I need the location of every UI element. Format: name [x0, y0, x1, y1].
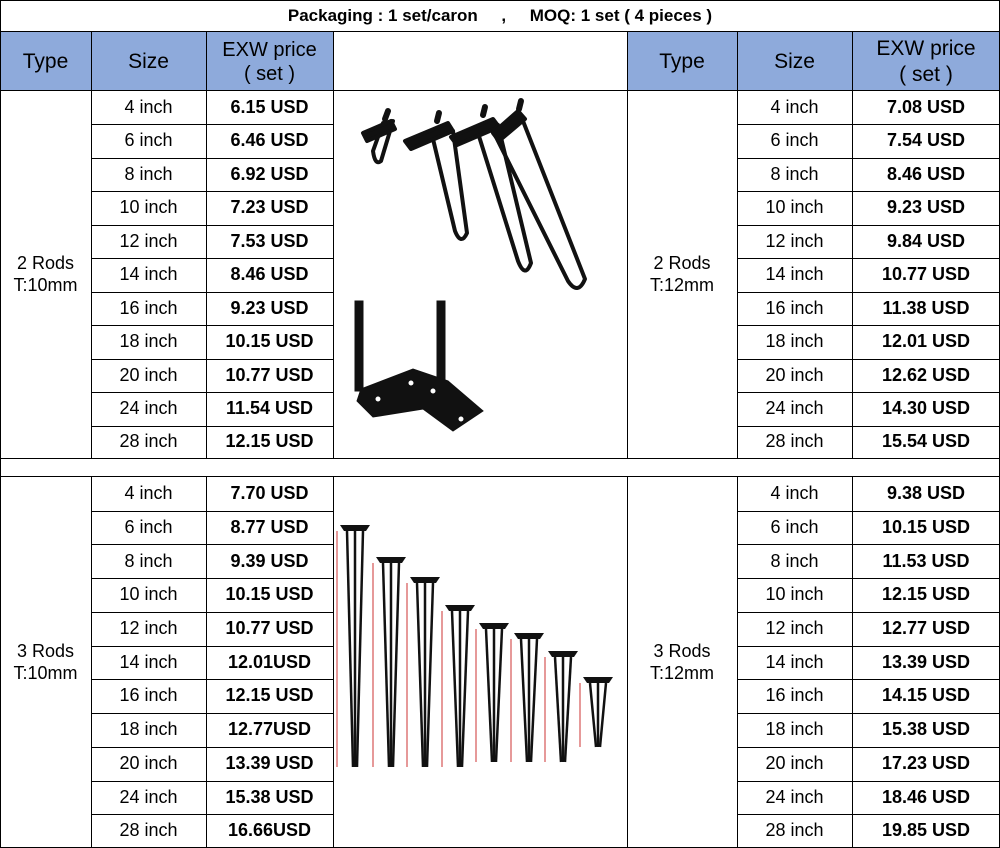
- type-cell-3rod-10mm: [0, 477, 91, 848]
- grid-line: [91, 225, 333, 226]
- grid-line: [737, 325, 1000, 326]
- size-cell: 24 inch: [119, 398, 178, 418]
- leg-rod: [555, 657, 561, 762]
- type-thickness: T:12mm: [649, 275, 714, 295]
- size-cell: 8 inch: [770, 550, 819, 571]
- leg-rod: [496, 629, 502, 762]
- grid-line: [91, 679, 333, 680]
- leg-rod: [417, 583, 423, 767]
- price-cell: 9.39 USD: [230, 550, 309, 571]
- sheet-title: Packaging : 1 set/caron , MOQ: 1 set ( 4 pieces ): [287, 5, 713, 25]
- size-cell: 12 inch: [119, 230, 178, 251]
- size-cell: 28 inch: [119, 431, 178, 452]
- grid-line: [737, 124, 1000, 125]
- grid-line: [737, 781, 1000, 782]
- price-cell: 15.38 USD: [225, 786, 314, 807]
- grid-line: [333, 476, 334, 848]
- grid-line: [91, 292, 333, 293]
- leg-plate: [479, 623, 509, 629]
- size-cell: 20 inch: [119, 364, 178, 385]
- grid-line: [627, 31, 628, 459]
- hairpin-leg-3-rod-icon: [580, 677, 613, 747]
- grid-line: [0, 0, 1, 848]
- hairpin-leg-3-rod-icon: [373, 557, 406, 767]
- grid-line: [91, 359, 333, 360]
- grid-line: [737, 679, 1000, 680]
- size-cell: 24 inch: [119, 786, 178, 807]
- grid-line: [91, 325, 333, 326]
- header-price-label: EXW price: [876, 37, 976, 61]
- leg-plate: [445, 605, 475, 611]
- header-price-right: [852, 32, 1000, 91]
- size-cell: 12 inch: [765, 230, 824, 251]
- two-rod-legs-photo: [333, 91, 627, 459]
- type-rods: 2 Rods: [653, 253, 711, 274]
- size-cell: 14 inch: [119, 264, 178, 285]
- grid-line: [91, 426, 333, 427]
- price-cell: 12.15 USD: [881, 584, 971, 605]
- mounting-plate-closeup-icon: [355, 301, 483, 431]
- grid-line: [333, 31, 334, 459]
- grid-line: [737, 476, 738, 848]
- header-price-left: [206, 32, 333, 91]
- type-thickness: T:12mm: [649, 662, 714, 683]
- hairpin-leg-3-rod-icon: [545, 651, 578, 762]
- size-cell: 12 inch: [119, 617, 178, 638]
- size-cell: 4 inch: [770, 483, 819, 504]
- price-cell: 9.38 USD: [886, 483, 966, 504]
- leg-plate: [583, 677, 613, 683]
- size-cell: 14 inch: [765, 651, 824, 672]
- price-cell: 13.39 USD: [225, 752, 314, 773]
- grid-line: [737, 225, 1000, 226]
- grid-line: [91, 612, 333, 613]
- size-cell: 20 inch: [765, 752, 824, 773]
- size-cell: 14 inch: [119, 651, 178, 672]
- grid-line: [91, 713, 333, 714]
- size-cell: 20 inch: [119, 752, 178, 773]
- header-size-right: Size: [737, 32, 852, 91]
- size-cell: 8 inch: [124, 163, 173, 184]
- leg-rod: [600, 683, 606, 747]
- leg-rod: [590, 683, 596, 747]
- size-cell: 16 inch: [119, 297, 178, 318]
- leg-rod: [357, 531, 363, 767]
- grid-line: [737, 814, 1000, 815]
- header-type-right: Type: [627, 32, 737, 91]
- header-price-label: EXW price: [222, 38, 317, 61]
- price-cell: 7.54 USD: [886, 130, 966, 151]
- leg-rod: [452, 611, 458, 767]
- price-cell: 14.15 USD: [881, 685, 971, 706]
- grid-line: [91, 544, 333, 545]
- grid-line: [91, 646, 333, 647]
- price-cell: 11.38 USD: [882, 297, 970, 318]
- size-cell: 10 inch: [119, 197, 178, 218]
- size-cell: 4 inch: [124, 483, 173, 504]
- price-cell: 13.39 USD: [881, 651, 971, 672]
- size-cell: 8 inch: [770, 163, 819, 184]
- hairpin-leg-3-rod-icon: [337, 525, 613, 767]
- size-cell: 6 inch: [124, 516, 173, 537]
- grid-line: [627, 476, 628, 848]
- grid-line: [91, 578, 333, 579]
- price-cell: 12.01 USD: [881, 331, 971, 352]
- price-cell: 10.15 USD: [881, 516, 971, 537]
- type-cell-2rod-10mm: [0, 91, 91, 459]
- size-cell: 18 inch: [765, 331, 824, 352]
- price-cell: 14.30 USD: [881, 398, 971, 418]
- price-cell: 8.77 USD: [230, 516, 309, 537]
- hairpin-leg-3-rod-icon: [407, 577, 440, 767]
- section-separator: [0, 459, 1000, 477]
- three-rod-legs-photo: [333, 477, 627, 848]
- type-rods: 2 Rods: [16, 253, 75, 274]
- price-cell: 9.84 USD: [886, 230, 966, 251]
- grid-line: [91, 476, 92, 848]
- size-cell: 12 inch: [765, 617, 824, 638]
- price-cell: 11.54 USD: [225, 398, 314, 418]
- price-cell: 10.77 USD: [881, 264, 971, 285]
- price-cell: 10.15 USD: [225, 584, 314, 605]
- size-cell: 18 inch: [765, 719, 824, 740]
- leg-plate: [548, 651, 578, 657]
- price-cell: 9.23 USD: [886, 197, 966, 218]
- size-cell: 16 inch: [119, 685, 178, 706]
- hairpin-leg-3-rod-icon: [476, 623, 509, 762]
- leg-rod: [427, 583, 433, 767]
- leg-plate: [340, 525, 370, 531]
- price-cell: 8.46 USD: [886, 163, 966, 184]
- leg-rod: [565, 657, 571, 762]
- type-thickness: T:10mm: [13, 275, 78, 295]
- price-cell: 8.46 USD: [230, 264, 309, 285]
- size-cell: 16 inch: [765, 297, 824, 318]
- price-cell: 6.46 USD: [230, 130, 309, 151]
- size-cell: 6 inch: [770, 130, 819, 151]
- grid-line: [737, 544, 1000, 545]
- grid-line: [0, 90, 1000, 91]
- grid-line: [737, 747, 1000, 748]
- type-cell-3rod-12mm: [627, 477, 737, 848]
- size-cell: 24 inch: [765, 786, 824, 807]
- hairpin-leg-3-rod-icon: [511, 633, 544, 762]
- leg-rod: [486, 629, 492, 762]
- grid-line: [737, 191, 1000, 192]
- grid-line: [0, 0, 1000, 1]
- header-size-left: Size: [91, 32, 206, 91]
- size-cell: 4 inch: [124, 96, 173, 117]
- grid-line: [91, 258, 333, 259]
- price-cell: 19.85 USD: [881, 820, 971, 841]
- grid-line: [206, 476, 207, 848]
- type-cell-2rod-12mm: [627, 91, 737, 459]
- size-cell: 18 inch: [119, 331, 178, 352]
- header-image-blank: [333, 32, 627, 91]
- size-cell: 18 inch: [119, 719, 178, 740]
- price-cell: 7.53 USD: [230, 230, 309, 251]
- leg-rod: [531, 639, 537, 762]
- grid-line: [0, 476, 1000, 477]
- price-cell: 7.23 USD: [230, 197, 309, 218]
- grid-line: [91, 124, 333, 125]
- grid-line: [737, 426, 1000, 427]
- grid-line: [0, 458, 1000, 459]
- size-cell: 10 inch: [765, 584, 824, 605]
- grid-line: [737, 392, 1000, 393]
- leg-rod: [347, 531, 353, 767]
- price-cell: 9.23 USD: [230, 297, 309, 318]
- grid-line: [91, 158, 333, 159]
- grid-line: [852, 31, 853, 459]
- hairpin-leg-2-rod-icon: [363, 101, 585, 288]
- price-cell: 10.15 USD: [225, 331, 314, 352]
- grid-line: [852, 476, 853, 848]
- grid-line: [737, 31, 738, 459]
- size-cell: 10 inch: [119, 584, 178, 605]
- grid-line: [737, 292, 1000, 293]
- grid-line: [91, 392, 333, 393]
- size-cell: 24 inch: [765, 398, 824, 418]
- grid-line: [91, 511, 333, 512]
- price-cell: 10.77 USD: [225, 617, 314, 638]
- grid-line: [737, 258, 1000, 259]
- leg-rod: [393, 563, 399, 767]
- size-cell: 10 inch: [765, 197, 824, 218]
- grid-line: [737, 359, 1000, 360]
- size-cell: 28 inch: [765, 431, 824, 452]
- price-cell: 17.23 USD: [881, 752, 971, 773]
- price-cell: 16.66USD: [227, 820, 312, 841]
- type-thickness: T:10mm: [13, 662, 78, 683]
- grid-line: [0, 31, 1000, 32]
- grid-line: [737, 612, 1000, 613]
- size-cell: 8 inch: [124, 550, 173, 571]
- size-cell: 16 inch: [765, 685, 824, 706]
- price-cell: 6.92 USD: [230, 163, 309, 184]
- grid-line: [737, 646, 1000, 647]
- price-cell: 18.46 USD: [881, 786, 971, 807]
- hairpin-leg-3-rod-icon: [442, 605, 475, 767]
- leg-rod: [462, 611, 468, 767]
- price-cell: 12.62 USD: [881, 364, 971, 385]
- grid-line: [737, 511, 1000, 512]
- price-cell: 12.01USD: [227, 651, 312, 672]
- type-rods: 3 Rods: [16, 640, 75, 661]
- size-cell: 28 inch: [765, 820, 824, 841]
- price-cell: 7.08 USD: [886, 96, 966, 117]
- size-cell: 4 inch: [770, 96, 819, 117]
- hairpin-leg-3-rod-icon: [337, 525, 370, 767]
- price-cell: 12.77 USD: [881, 617, 971, 638]
- price-cell: 15.54 USD: [881, 431, 971, 452]
- price-cell: 11.53 USD: [882, 550, 970, 571]
- price-cell: 7.70 USD: [230, 483, 309, 504]
- grid-line: [737, 158, 1000, 159]
- grid-line: [91, 31, 92, 459]
- leg-plate: [410, 577, 440, 583]
- header-price-unit: ( set ): [899, 62, 953, 86]
- grid-line: [91, 191, 333, 192]
- leg-plate: [376, 557, 406, 563]
- size-cell: 20 inch: [765, 364, 824, 385]
- grid-line: [91, 814, 333, 815]
- size-cell: 6 inch: [124, 130, 173, 151]
- price-cell: 12.15 USD: [225, 685, 314, 706]
- price-cell: 15.38 USD: [881, 719, 971, 740]
- size-cell: 28 inch: [119, 820, 178, 841]
- type-rods: 3 Rods: [653, 640, 711, 661]
- size-cell: 6 inch: [770, 516, 819, 537]
- leg-rod: [383, 563, 389, 767]
- grid-line: [206, 31, 207, 459]
- grid-line: [737, 713, 1000, 714]
- price-cell: 12.77USD: [227, 719, 312, 740]
- grid-line: [91, 781, 333, 782]
- leg-rod: [521, 639, 527, 762]
- header-price-unit: ( set ): [243, 62, 296, 85]
- grid-line: [737, 578, 1000, 579]
- grid-line: [91, 747, 333, 748]
- leg-plate: [514, 633, 544, 639]
- price-cell: 10.77 USD: [225, 364, 314, 385]
- size-cell: 14 inch: [765, 264, 824, 285]
- header-type-left: Type: [0, 32, 91, 91]
- price-cell: 6.15 USD: [230, 96, 309, 117]
- price-cell: 12.15 USD: [225, 431, 314, 452]
